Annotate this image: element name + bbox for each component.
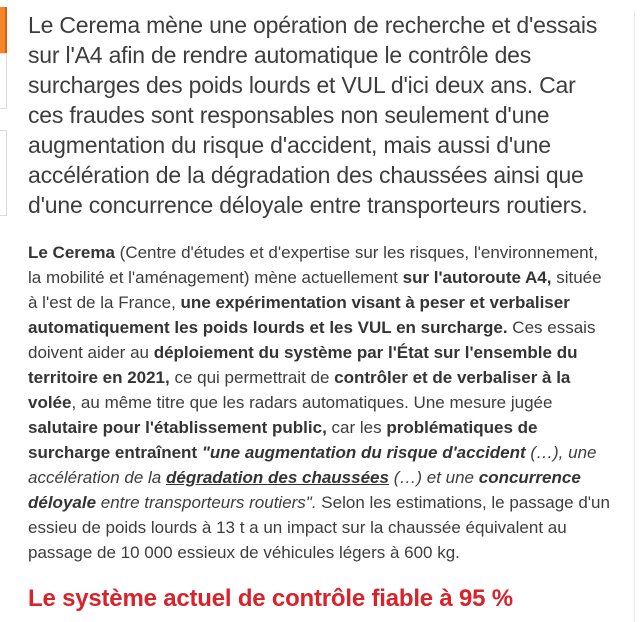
body-text-run: concurrence déloyale: [28, 468, 581, 512]
body-text-run: , au même titre que les radars automatiques. Une mesure jugée: [71, 393, 553, 412]
page-edge-line: [634, 10, 635, 622]
body-text-run: (…) et une: [388, 468, 479, 487]
article-body: [28, 240, 614, 565]
body-text-run: Selon les estimations, le passage d'un essieu de poids lourds à 13 t a un impact sur la chaussée équivalent au passage de 10 000 essieux de véhicules légers à 600 kg.: [28, 493, 610, 562]
body-text-run: entre transporteurs routiers".: [96, 493, 317, 512]
body-text-run: ce qui permettrait de: [169, 368, 335, 387]
body-text-run: Le Cerema: [28, 243, 115, 262]
article-lead: Le Cerema mène une opération de recherche et d'essais sur l'A4 afin de rendre automatique le contrôle des surcharges des poids lourds et VUL d'ici deux ans. Car ces fraudes sont responsables non seulement d'une augmentation du risque d'accident, mais aussi d'une accélération de la dégradation des chaussées ainsi que d'une concurrence déloyale entre transporteurs routiers.: [28, 12, 598, 218]
body-text-run: car les: [326, 418, 387, 437]
body-text-run: salutaire pour l'établissement public,: [28, 418, 327, 437]
body-text-run: située à l'est de la France,: [28, 268, 602, 312]
share-button-top[interactable]: [0, 7, 7, 53]
body-text-run: une expérimentation visant à peser et verbaliser automatiquement les poids lourds et les VUL en surcharge.: [28, 293, 570, 337]
share-button-middle[interactable]: [0, 53, 7, 109]
body-text-run: sur l'autoroute A4,: [402, 268, 552, 287]
body-text-run: problématiques de surcharge entraînent: [28, 418, 538, 462]
degradation-chaussees-link[interactable]: dégradation des chaussées: [165, 468, 389, 487]
share-button-bottom[interactable]: [0, 130, 7, 216]
body-text-run: (Centre d'études et d'expertise sur les risques, l'environnement, la mobilité et l'aménagement) mène actuellement: [28, 243, 599, 287]
share-rail: [0, 0, 10, 300]
section-heading: Le système actuel de contrôle fiable à 95 %: [28, 585, 513, 612]
body-text-run: contrôler et de verbaliser à la volée: [28, 368, 571, 412]
body-text-run: (…), une accélération de la: [28, 443, 597, 487]
body-text-run: Ces essais doivent aider au: [28, 318, 596, 362]
body-text-run: "une augmentation du risque d'accident: [201, 443, 531, 462]
body-text-run: déploiement du système par l'État sur l'ensemble du territoire en 2021,: [28, 343, 578, 387]
article-content: [28, 0, 614, 613]
